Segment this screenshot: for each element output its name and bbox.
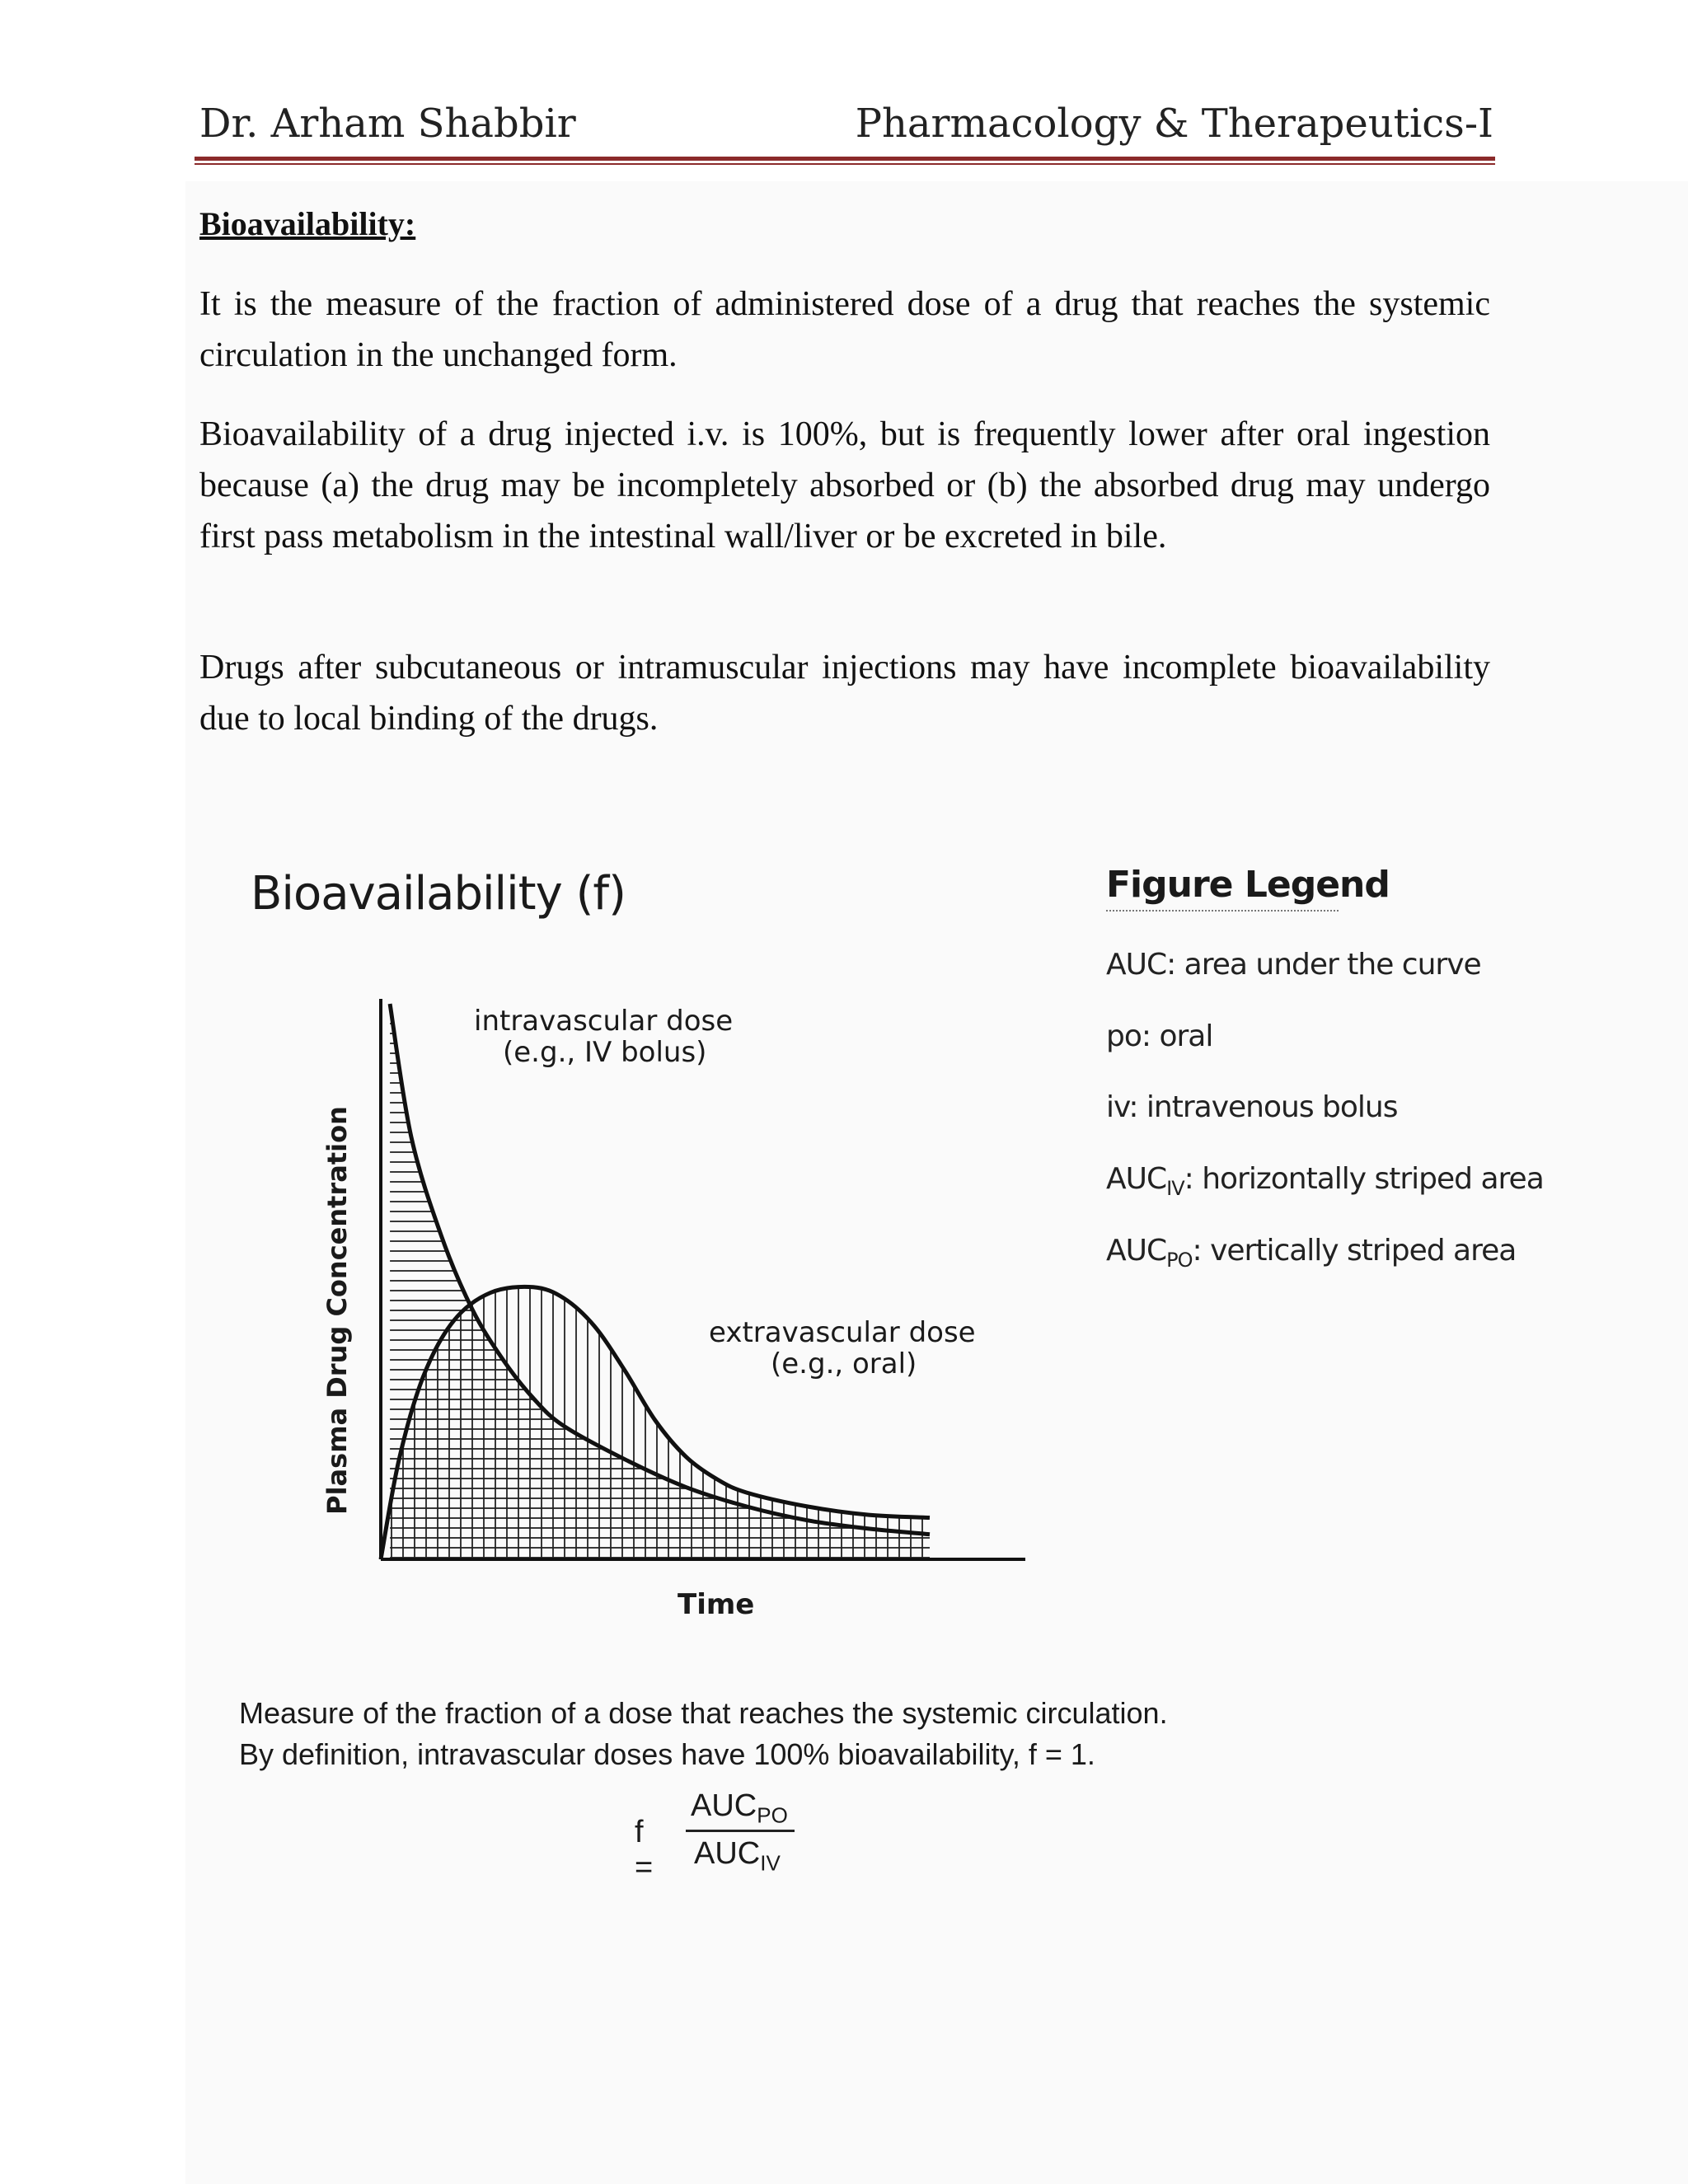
legend-underline <box>1106 910 1339 916</box>
header-rule-thick <box>195 157 1495 161</box>
legend-item-iv: iv: intravenous bolus <box>1106 1090 1398 1124</box>
legend-item-auc: AUC: area under the curve <box>1106 948 1481 982</box>
paragraph-iv-oral: Bioavailability of a drug injected i.v. is 100%, but is frequently lower after oral ingestion because (a) the drug may be incompletely absorbed or (b) the absorbed drug may undergo first pass metabolism in the intestinal wall/liver or be excreted in bile. <box>199 415 1490 555</box>
auc-iv-subscript: IV <box>1166 1177 1184 1201</box>
course-title: Pharmacology & Therapeutics-I <box>855 101 1493 147</box>
formula-denominator <box>694 1836 781 1877</box>
paragraph-sc-im: Drugs after subcutaneous or intramuscular injections may have incomplete bioavailability due to local binding of the drugs. <box>199 649 1490 738</box>
numerator-text: AUC <box>691 1788 757 1823</box>
paragraph-definition: It is the measure of the fraction of administered dose of a drug that reaches the systemic circulation in the unchanged form. <box>199 285 1490 374</box>
y-axis-label: Plasma Drug Concentration <box>321 1106 353 1515</box>
header-rule-thin <box>195 163 1495 165</box>
auc-po-subscript: PO <box>1166 1249 1193 1272</box>
legend-title: Figure Legend <box>1106 864 1390 906</box>
denominator-text: AUC <box>694 1836 761 1871</box>
denominator-subscript: IV <box>760 1850 781 1876</box>
figure-title: Bioavailability (f) <box>251 867 626 921</box>
bioavailability-chart <box>305 989 1080 1632</box>
page-header <box>199 101 1493 150</box>
iv-series-label-line2: (e.g., IV bolus) <box>503 1036 707 1069</box>
legend-item-po: po: oral <box>1106 1019 1213 1053</box>
numerator-subscript: PO <box>757 1802 788 1828</box>
caption-line-2: By definition, intravascular doses have 100% bioavailability, f = 1. <box>239 1737 1095 1771</box>
legend-item-auc-po <box>1106 1234 1516 1272</box>
iv-series-label-line1: intravascular dose <box>474 1005 734 1038</box>
section-title: Bioavailability: <box>199 205 416 242</box>
auc-iv-suffix: : horizontally striped area <box>1184 1162 1544 1196</box>
auc-po-suffix: : vertically striped area <box>1192 1234 1517 1268</box>
auc-iv-prefix: AUC <box>1106 1162 1167 1196</box>
po-series-label-line2: (e.g., oral) <box>771 1347 917 1380</box>
formula-label: f = <box>635 1815 654 1885</box>
auc-po-prefix: AUC <box>1106 1234 1167 1268</box>
author-name: Dr. Arham Shabbir <box>199 101 576 147</box>
po-series-label-line1: extravascular dose <box>709 1316 976 1349</box>
formula-numerator <box>691 1788 788 1829</box>
x-axis-label: Time <box>678 1588 755 1621</box>
caption-line-1: Measure of the fraction of a dose that reaches the systemic circulation. <box>239 1696 1168 1730</box>
fraction-bar <box>686 1830 795 1832</box>
legend-item-auc-iv <box>1106 1162 1544 1200</box>
